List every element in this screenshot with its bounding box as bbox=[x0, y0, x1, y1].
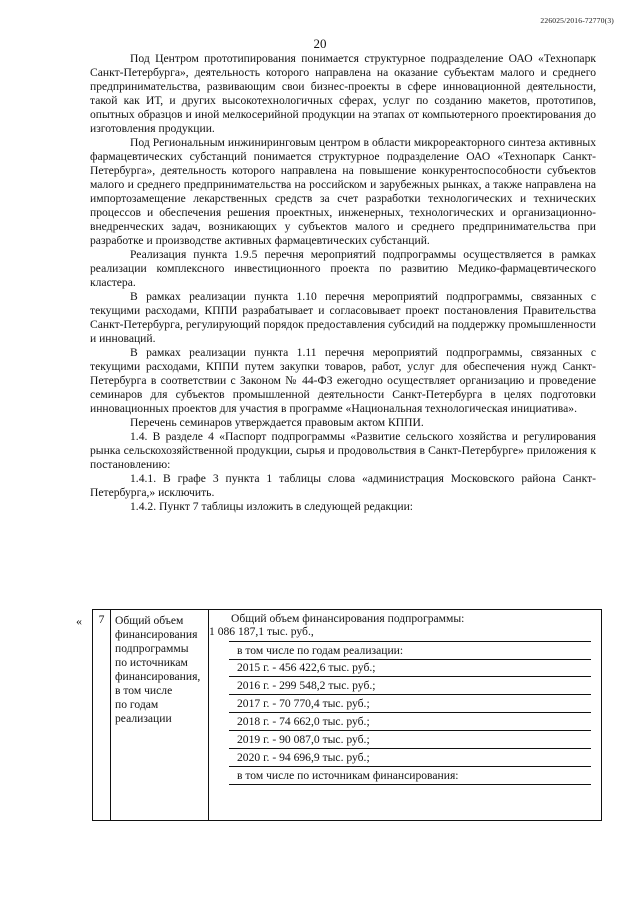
paragraph-seminars: Перечень семинаров утверждается правовым актом КППИ. bbox=[130, 416, 424, 429]
table-row-number: 7 bbox=[93, 610, 111, 820]
year-row bbox=[229, 731, 591, 749]
year-row bbox=[229, 677, 591, 695]
document-code: 226025/2016-72770(3) bbox=[540, 16, 614, 25]
caption-line: Общий объем bbox=[115, 614, 184, 627]
paragraph-engineering-center: Под Региональным инжиниринговым центром в области микрореакторного синтеза активных фармацевтических субстанций понимается структурное подразделение ОАО «Технопарк Санкт-Петербурга», деятельность которого направлена на повышение конкурентоспособности субъектов малого и среднего предпринимательства на российском и зарубежных рынках, а также направлена на импортозамещение лекарственных средств за счет разработки технологических и технических процессов и обеспечения решения проектных, инженерных, технологических и организационно-внедренческих задач, возникающих у субъектов малого и среднего предпринимательства при разработке и производстве активных фармацевтических субстанций. bbox=[90, 136, 596, 247]
table-value-cell bbox=[209, 610, 601, 820]
paragraph-item-1-10: В рамках реализации пункта 1.10 перечня мероприятий подпрограммы, связанных с текущими расходами, КППИ разрабатывает и согласовывает проект постановления Правительства Санкт-Петербурга, регулирующий порядок предоставления субсидий на поддержку промышленности и инноваций. bbox=[90, 290, 596, 345]
total-value: 1 086 187,1 тыс. руб., bbox=[209, 625, 314, 638]
total-financing bbox=[209, 612, 601, 638]
caption-line: по годам bbox=[115, 698, 159, 711]
paragraph-item-1-9-5: Реализация пункта 1.9.5 перечня мероприятий подпрограммы осуществляется в рамках реализации комплексного инвестиционного проекта по развитию Медико-фармацевтического кластера. bbox=[90, 248, 596, 289]
paragraph-1-4-1: 1.4.1. В графе 3 пункта 1 таблицы слова «администрация Московского района Санкт-Петербурга,» исключить. bbox=[90, 472, 596, 499]
by-years-row bbox=[229, 641, 591, 660]
year-row bbox=[229, 713, 591, 731]
year-row-text: 2018 г. - 74 662,0 тыс. руб.; bbox=[237, 715, 370, 728]
total-label: Общий объем финансирования подпрограммы: bbox=[231, 612, 465, 625]
caption-line: по источникам bbox=[115, 656, 188, 669]
paragraph-prototyping-center: Под Центром прототипирования понимается структурное подразделение ОАО «Технопарк Санкт-Петербурга», деятельность которого направлена на оказание субъектам малого и среднего предпринимательства, развивающим свои бизнес-проекты в сфере инновационной деятельности, такой как ИТ, и других высокотехнологичных сферах, услуг по созданию макетов, прототипов, опытных образцов и иной мелкосерийной продукции на этапах от компьютерного проектирования до изготовления продукции. bbox=[90, 52, 596, 135]
caption-line: финансирования bbox=[115, 628, 198, 641]
year-row-text: 2019 г. - 90 087,0 тыс. руб.; bbox=[237, 733, 370, 746]
paragraph-1-4-2: 1.4.2. Пункт 7 таблицы изложить в следующей редакции: bbox=[130, 500, 414, 513]
year-row-text: 2020 г. - 94 696,9 тыс. руб.; bbox=[237, 751, 370, 764]
year-row-text: 2015 г. - 456 422,6 тыс. руб.; bbox=[237, 661, 376, 674]
paragraph-item-1-11: В рамках реализации пункта 1.11 перечня мероприятий подпрограммы, связанных с текущими расходами, КППИ путем закупки товаров, работ, услуг для обеспечения нужд Санкт-Петербурга в соответствии с Законом № 44-ФЗ ежегодно осуществляет организацию и проведение семинаров для субъектов промышленной деятельности Санкт-Петербурга в целях подготовки инновационных проектов для участия в программе «Национальная технологическая инициатива». bbox=[90, 346, 596, 415]
caption-line: финансирования, bbox=[115, 670, 201, 683]
paragraph-1-4: 1.4. В разделе 4 «Паспорт подпрограммы «Развитие сельского хозяйства и регулирования рынка сельскохозяйственной продукции, сырья и продовольствия в Санкт-Петербурге» приложения к постановлению: bbox=[90, 430, 596, 471]
by-sources-label: в том числе по источникам финансирования: bbox=[237, 769, 459, 782]
year-row bbox=[229, 749, 591, 767]
page-number: 20 bbox=[313, 36, 327, 51]
caption-line: в том числе bbox=[115, 684, 173, 697]
year-row-text: 2016 г. - 299 548,2 тыс. руб.; bbox=[237, 679, 376, 692]
financing-table bbox=[92, 609, 602, 821]
open-quote: « bbox=[76, 614, 82, 628]
year-row bbox=[229, 659, 591, 677]
year-row bbox=[229, 695, 591, 713]
caption-line: подпрограммы bbox=[115, 642, 189, 655]
year-row-text: 2017 г. - 70 770,4 тыс. руб.; bbox=[237, 697, 370, 710]
by-years-label: в том числе по годам реализации: bbox=[237, 644, 404, 657]
caption-line: реализации bbox=[115, 712, 172, 725]
document-body bbox=[90, 52, 596, 514]
table-caption-cell bbox=[111, 610, 209, 820]
by-sources-row bbox=[229, 767, 591, 785]
